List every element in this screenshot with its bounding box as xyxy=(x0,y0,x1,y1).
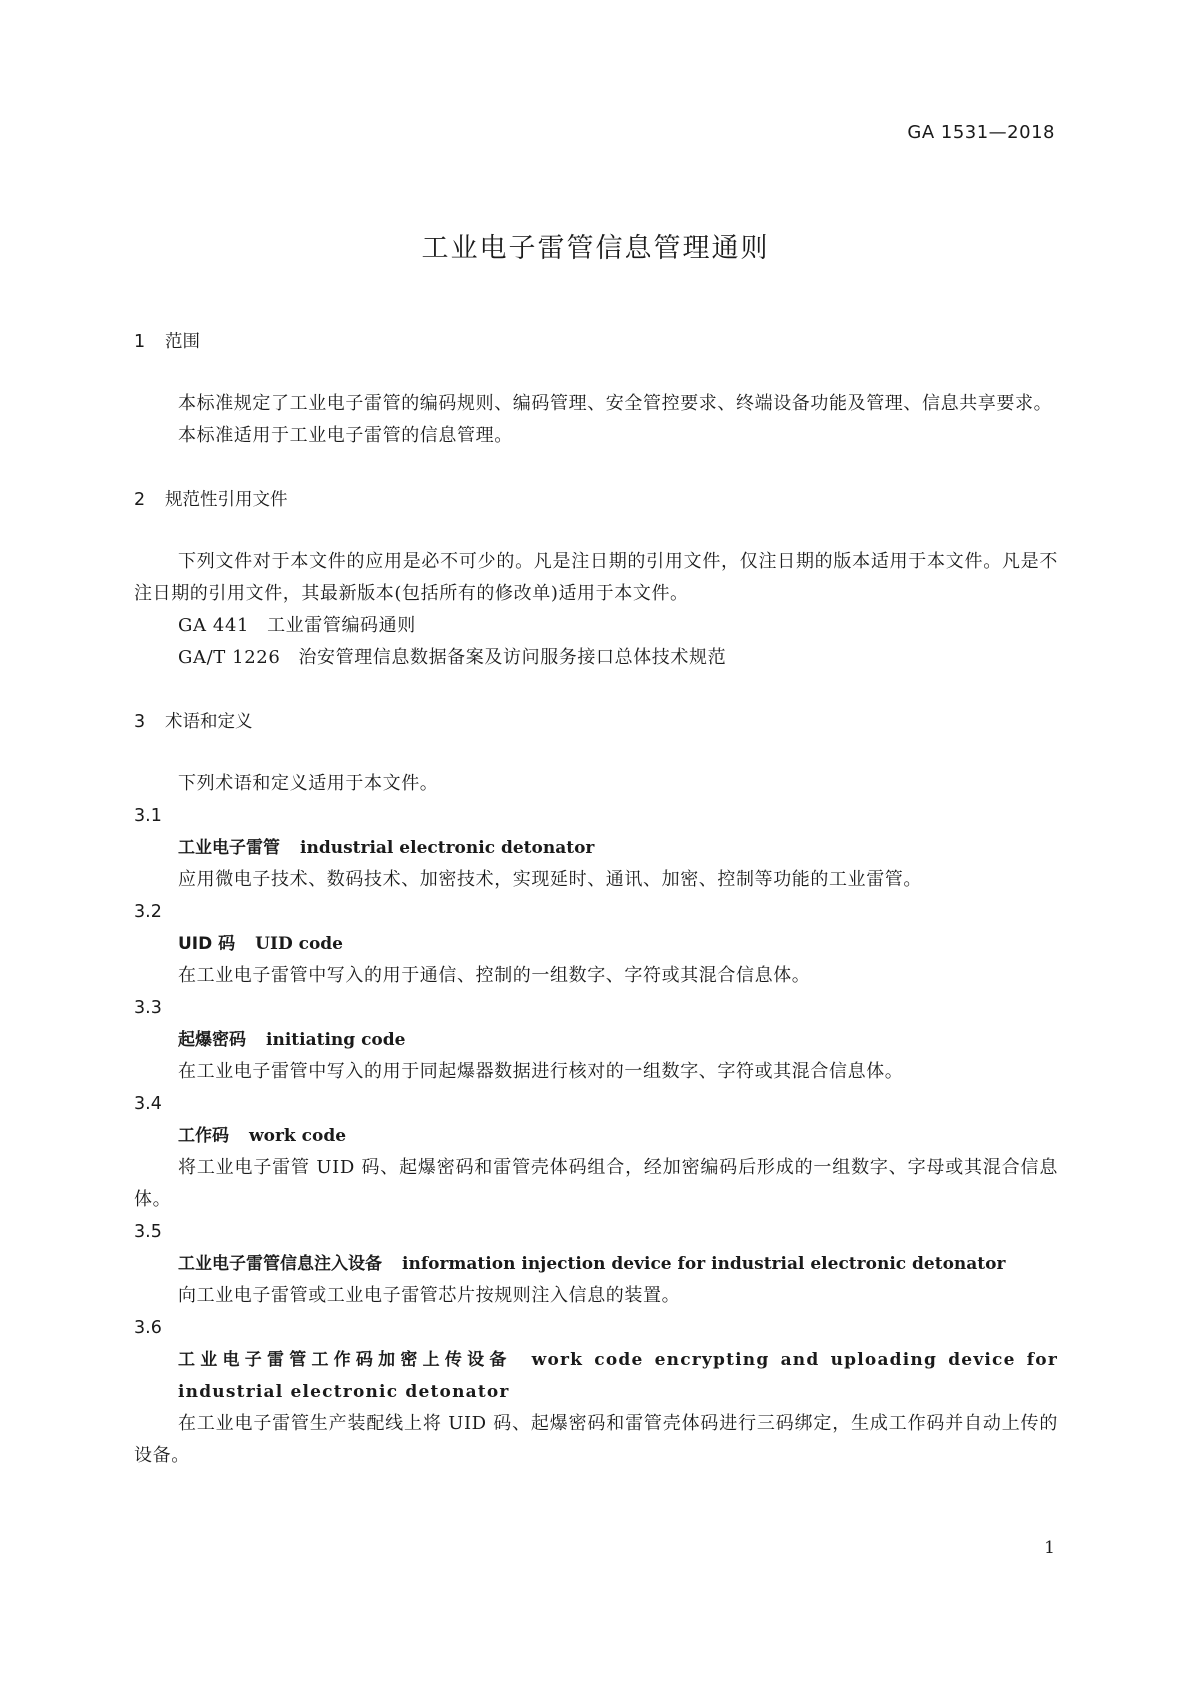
term-en: industrial electronic detonator xyxy=(300,838,595,858)
document-body xyxy=(134,326,1058,1472)
term-title xyxy=(134,832,1058,864)
term-number: 3.1 xyxy=(134,806,162,826)
scope-paragraph-2: 本标准适用于工业电子雷管的信息管理。 xyxy=(178,425,513,446)
section-title: 范围 xyxy=(165,332,200,352)
term-number: 3.5 xyxy=(134,1222,162,1242)
section-number: 1 xyxy=(134,332,146,352)
section-heading-scope xyxy=(134,326,1058,358)
terms-intro: 下列术语和定义适用于本文件。 xyxy=(178,773,439,794)
term-en: initiating code xyxy=(266,1030,406,1050)
term-definition: 在工业电子雷管中写入的用于同起爆器数据进行核对的一组数字、字符或其混合信息体。 xyxy=(178,1061,904,1082)
term-definition: 将工业电子雷管 UID 码、起爆密码和雷管壳体码组合，经加密编码后形成的一组数字、字母或其混合信息体。 xyxy=(134,1157,1058,1210)
term-title xyxy=(134,1024,1058,1056)
term-number: 3.6 xyxy=(134,1318,162,1338)
term-number: 3.3 xyxy=(134,998,162,1018)
reference-item xyxy=(134,610,1058,642)
section-title: 术语和定义 xyxy=(165,712,253,732)
term-definition: 在工业电子雷管中写入的用于通信、控制的一组数字、字符或其混合信息体。 xyxy=(178,965,811,986)
reference-name: 工业雷管编码通则 xyxy=(267,615,416,636)
term-definition: 在工业电子雷管生产装配线上将 UID 码、起爆密码和雷管壳体码进行三码绑定，生成工作码并自动上传的设备。 xyxy=(134,1413,1058,1466)
term-zh: 工作码 xyxy=(178,1126,229,1146)
section-heading-terms xyxy=(134,706,1058,738)
refs-paragraph-1: 下列文件对于本文件的应用是必不可少的。凡是注日期的引用文件，仅注日期的版本适用于本文件。凡是不注日期的引用文件，其最新版本(包括所有的修改单)适用于本文件。 xyxy=(134,551,1058,604)
term-zh: 工业电子雷管信息注入设备 xyxy=(178,1254,382,1274)
term-title xyxy=(134,928,1058,960)
standard-code: GA 1531—2018 xyxy=(907,122,1055,143)
term-number: 3.2 xyxy=(134,902,162,922)
term-title xyxy=(134,1120,1058,1152)
section-number: 2 xyxy=(134,490,146,510)
term-zh: 工业电子雷管工作码加密上传设备 xyxy=(178,1350,512,1370)
document-title: 工业电子雷管信息管理通则 xyxy=(421,233,770,264)
section-title: 规范性引用文件 xyxy=(165,490,288,510)
page-number: 1 xyxy=(1044,1538,1055,1558)
term-zh: 起爆密码 xyxy=(178,1030,246,1050)
reference-name: 治安管理信息数据备案及访问服务接口总体技术规范 xyxy=(298,647,727,668)
term-en: work code xyxy=(249,1126,347,1146)
term-en: UID code xyxy=(255,934,344,954)
term-en: work code encrypting and uploading device for industrial electronic detonator xyxy=(178,1350,1058,1402)
term-en: information injection device for industrial electronic detonator xyxy=(402,1254,1006,1274)
term-zh: 工业电子雷管 xyxy=(178,838,280,858)
term-number: 3.4 xyxy=(134,1094,162,1114)
term-title xyxy=(134,1344,1058,1408)
term-zh: UID 码 xyxy=(178,934,236,954)
section-heading-refs xyxy=(134,484,1058,516)
term-title xyxy=(134,1248,1058,1280)
reference-code: GA/T 1226 xyxy=(178,647,281,668)
term-definition: 应用微电子技术、数码技术、加密技术，实现延时、通讯、加密、控制等功能的工业雷管。 xyxy=(178,869,922,890)
section-number: 3 xyxy=(134,712,146,732)
scope-paragraph-1: 本标准规定了工业电子雷管的编码规则、编码管理、安全管控要求、终端设备功能及管理、信息共享要求。 xyxy=(178,393,1053,414)
term-definition: 向工业电子雷管或工业电子雷管芯片按规则注入信息的装置。 xyxy=(178,1285,681,1306)
reference-item xyxy=(134,642,1058,674)
reference-code: GA 441 xyxy=(178,615,250,636)
